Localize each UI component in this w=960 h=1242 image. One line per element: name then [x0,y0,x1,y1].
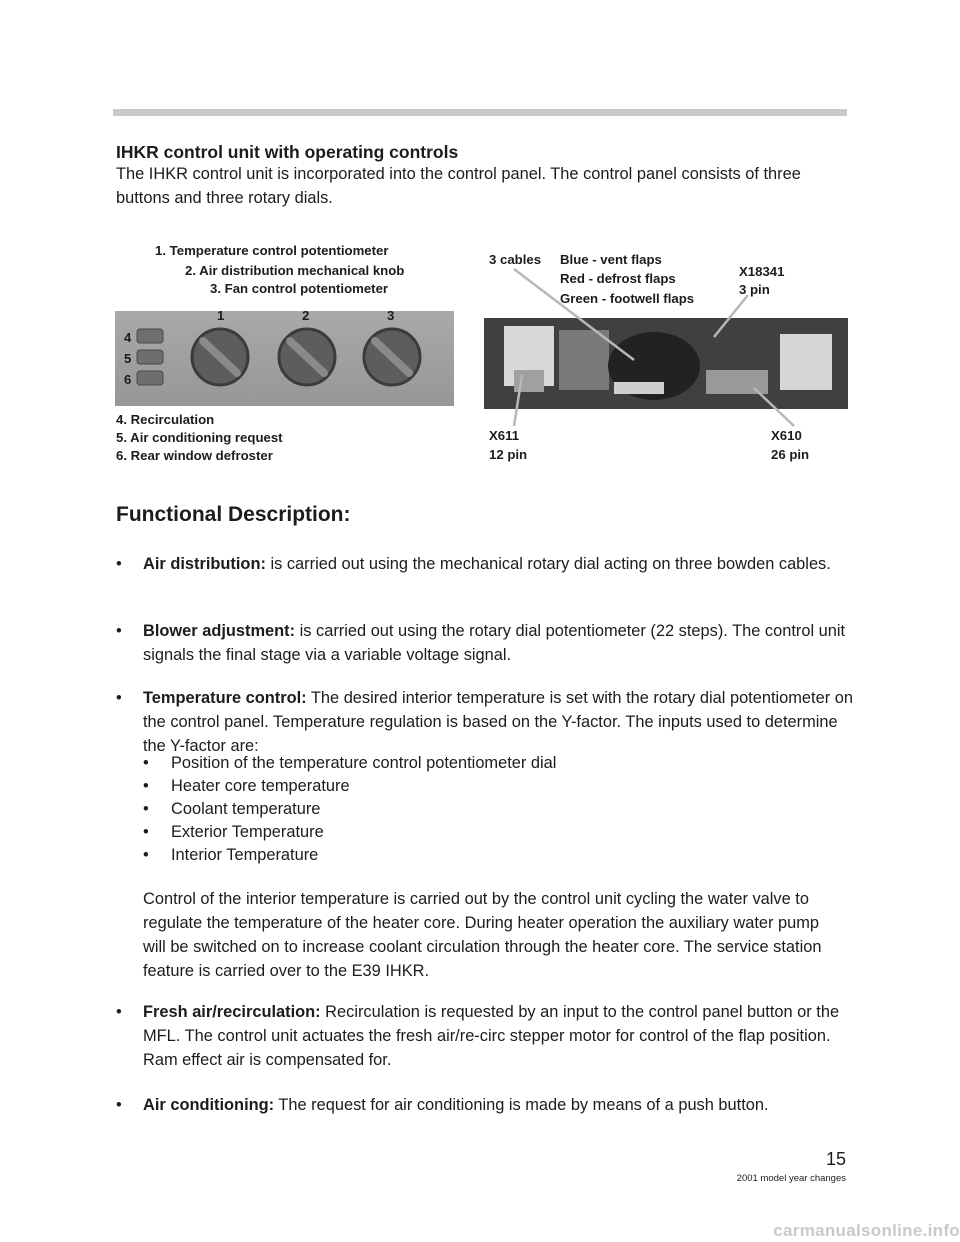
bullet-marker: • [116,1096,122,1114]
bullet-marker: • [116,555,122,573]
bullet-title: Air distribution: [143,555,266,573]
label-x611-pins: 12 pin [489,447,528,462]
section-heading: IHKR control unit with operating controls [116,142,459,162]
label-x611: X611 [489,428,520,443]
bullet-marker: • [116,1003,122,1021]
label-rear-defroster: 6. Rear window defroster [116,448,273,463]
y-factor-input: • Interior Temperature [143,846,319,864]
bullet-text: The request for air conditioning is made by means of a push button. [274,1096,769,1114]
recirculation-button [137,329,163,343]
label-temperature-potentiometer: 1. Temperature control potentiometer [155,243,389,258]
page-number: 15 [825,1149,846,1169]
label-x610-pins: 26 pin [771,447,810,462]
label-recirculation: 4. Recirculation [116,412,215,427]
leader-x610 [754,388,794,426]
bullet-air-distribution [116,552,851,600]
y-factor-input: • Position of the temperature control potentiometer dial [143,754,557,772]
label-air-distribution-knob: 2. Air distribution mechanical knob [185,263,405,278]
intro-paragraph: The IHKR control unit is incorporated into the control panel. The control panel consists of three buttons and three rotary dials. [116,165,801,207]
label-flap-green: Green - footwell flaps [560,291,695,306]
ac-request-button [137,350,163,364]
rear-defrost-button [137,371,163,385]
bullet-blower-adjustment [116,619,851,667]
header-rule [113,109,847,116]
label-flap-red: Red - defrost flaps [560,271,676,286]
bullet-title: Air conditioning: [143,1096,275,1114]
control-panel-photo [115,311,454,406]
temperature-note: Control of the interior temperature is carried out by the control unit cycling the water valve to regulate the temperature of the heater core. During heater operation the auxiliary water pump will be switched on to increase coolant circulation through the heater core. The service station feature is carried over to the E39 IHKR. [143,890,822,980]
dial-number-3: 3 [387,308,395,323]
bullet-text: The desired interior temperature is set with the rotary dial potentiometer on the control panel. Temperature regulation is based on the Y-factor. The inputs used to determine the Y-factor are: [143,689,853,755]
page-footer: 2001 model year changes [736,1173,846,1184]
bullet-marker: • [116,689,122,707]
bullet-text: is carried out using the rotary dial potentiometer (22 steps). The control unit signals the final stage via a variable voltage signal. [143,622,846,664]
y-factor-input: • Heater core temperature [143,777,350,795]
label-x18341-pins: 3 pin [739,282,770,297]
bullet-title: Blower adjustment: [143,622,296,640]
label-fan-potentiometer: 3. Fan control potentiometer [210,281,389,296]
bullet-air-conditioning [116,1093,851,1117]
bullet-marker: • [116,622,122,640]
label-cables: 3 cables [489,252,542,267]
y-factor-input: • Exterior Temperature [143,823,324,841]
button-number-5: 5 [124,351,132,366]
bullet-temperature-control [116,686,851,758]
bullet-fresh-air [116,1000,851,1072]
leader-x611 [514,375,522,426]
control-panel-illustration [115,311,454,406]
bullet-text: is carried out using the mechanical rotary dial acting on three bowden cables. [265,555,831,573]
label-x610: X610 [771,428,802,443]
dial-number-2: 2 [302,308,310,323]
dial-number-1: 1 [217,308,225,323]
leader-x18341 [714,295,748,337]
button-number-6: 6 [124,372,132,387]
watermark: carmanualsonline.info [773,1221,960,1240]
label-ac-request: 5. Air conditioning request [116,430,283,445]
y-factor-input: • Coolant temperature [143,800,321,818]
bullet-text: Recirculation is requested by an input to the control panel button or the MFL. The control unit actuates the fresh air/re-circ stepper motor for control of the flap position. Ram effect air is compensated for. [143,1003,840,1069]
label-x18341: X18341 [739,264,785,279]
bullet-title: Fresh air/recirculation: [143,1003,321,1021]
label-flap-blue: Blue - vent flaps [560,252,662,267]
button-number-4: 4 [124,330,132,345]
bullet-title: Temperature control: [143,689,307,707]
section-title: Functional Description: [116,503,351,526]
